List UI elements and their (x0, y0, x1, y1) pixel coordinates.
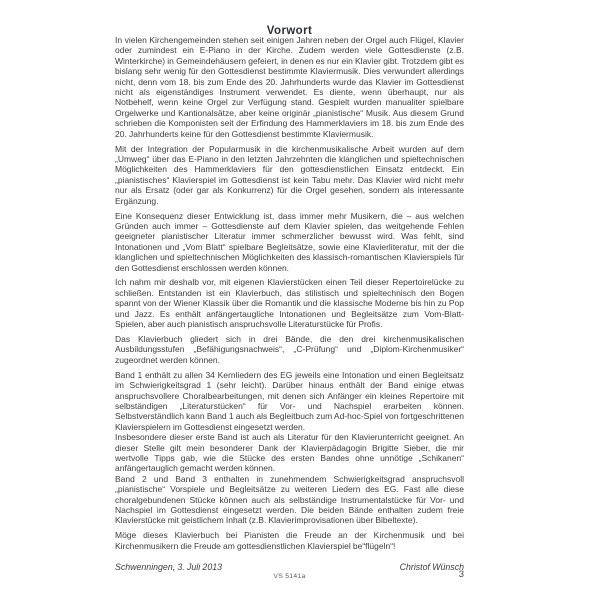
paragraph: Band 1 enthält zu allen 34 Kernliedern des EG jeweils eine Intonation und einen Begleitsatz im Schwierigkeitsgrad 1 (sehr leicht). Darüber hinaus enthält der Band einige etwas anspruchsvollere Choralbearbeitungen, mit denen sich Anfänger ein kleines Repertoire mit selbständigen „Literaturstücken“ für Vor- und Nachspiel erarbeiten können. Selbstverständlich kann Band 1 auch als Begleitbuch zum Ad-hoc-Spiel von fortgeschrittenen Klavierspielern im Gottesdienst eingesetzt werden. (115, 369, 464, 432)
page-title: Vorwort (266, 24, 313, 37)
paragraph: Eine Konsequenz dieser Entwicklung ist, dass immer mehr Musikern, die – aus welchen Gründen auch immer – Gottesdienste auf dem Klavier spielen, das weitgehende Fehlen geeigneter pianistischer Literatur immer schmerzlicher bewusst wird. Was fehlt, sind Intonationen und „Vom Blatt“ spielbare Begleitsätze, sowie eine Klavierliteratur, mit der die klanglichen und spieltechnischen Möglichkeiten des klassisch-romantischen Klavierspiels für den Gottesdienst erschlossen werden können. (115, 210, 464, 273)
paragraph: Das Klavierbuch gliedert sich in drei Bände, die den drei kirchenmusikalischen Ausbildungsstufen „Befähigungsnachweis“, „C-Prüfung“ und „Diplom-Kirchenmusiker“ zugeordnet werden können. (115, 333, 464, 365)
signature-place-date: Schwenningen, 3. Juli 2013 (115, 562, 222, 573)
paragraph: Ich nahm mir deshalb vor, mit eigenen Klavierstücken einen Teil dieser Repertoirelücke zu schließen. Entstanden ist ein Klavierbuch, das stilistisch und spieltechnisch den Bogen spannt von der Wiener Klassik über die Romantik und die klassische Moderne bis hin zu Pop und Jazz. Es enthält anfängertaugliche Intonationen und Begleitsätze zum Vom-Blatt-Spielen, aber auch pianistisch anspruchsvolle Literaturstücke für Profis. (115, 277, 464, 330)
paragraph: Insbesondere dieser erste Band ist auch als Literatur für den Klavierunterricht geeignet. An dieser Stelle gilt mein besonderer Dank der Klavierpädagogin Brigitte Sieber, die mir wertvolle Tipps gab, wie die Stücke des ersten Bandes ohne unnötige „Schikanen“ anfängertauglich gemacht werden können. (115, 432, 464, 474)
paragraph: Mit der Integration der Popularmusik in die kirchenmusikalische Arbeit wurden auf dem „Umweg“ über das E-Piano in den letzten Jahrzehnten die klanglichen und spieltechnischen Möglichkeiten des Hammerklaviers für den gottesdienstlichen Einsatz entdeckt. Ein „pianistisches“ Klavierspiel im Gottesdienst ist kein Tabu mehr. Das Klavier wird nicht mehr nur als Ersatz (oder gar als Konkurrenz) für die Orgel gesehen, sondern als interessante Ergänzung. (115, 143, 464, 206)
foreword-text-block (115, 35, 464, 573)
page-number: 3 (458, 569, 464, 580)
plate-number: VS 5141a (273, 573, 306, 580)
paragraph: In vielen Kirchengemeinden stehen seit einigen Jahren neben der Orgel auch Flügel, Klavier oder zumindest ein E-Piano in der Kirche. Zudem werden viele Gottesdienste (z.B. Winterkirche) in Gemeindehäusern gefeiert, in denen es nur ein Klavier gibt. Trotzdem gibt es bislang sehr wenig für den Gottesdienst bestimmte Klaviermusik. Dies verwundert allerdings nicht, denn vom 18. bis zum Ende des 20. Jahrhunderts wurde das Klavier im Gottesdienst nicht als eigenständiges Instrument verwendet. Es diente, wenn überhaupt, nur als Notbehelf, wenn keine Orgel zur Verfügung stand. Gespielt wurden manualiter spielbare Orgelwerke und Kantionalsätze, aber keine originär „pianistische“ Musik. Aus diesem Grund schrieben die Komponisten seit der Erfindung des Hammerklaviers im 18. bis zum Ende des 20. Jahrhunderts keine für den Gottesdienst bestimmte Klaviermusik. (115, 35, 464, 139)
page-footer (115, 571, 464, 585)
signature-author: Christof Wünsch (399, 562, 464, 573)
paragraph: Möge dieses Klavierbuch bei Pianisten die Freude an der Kirchenmusik und bei Kirchenmusikern die Freude am gottesdienstlichen Klavierspiel be“flügeln“! (115, 530, 464, 551)
paragraph: Band 2 und Band 3 enthalten in zunehmendem Schwierigkeitsgrad anspruchsvoll „pianistische“ Vorspiele und Begleitsätze zu weiteren Liedern des EG. Fast alle diese choralgebundenen Stücke können auch als selbständige Instrumentalstücke für Vor- und Nachspiel im Gottesdienst eingesetzt werden. Die beiden Bände enthalten zudem freie Klavierstücke mit geistlichem Inhalt (z.B. Klavierimprovisationen über Bibeltexte). (115, 473, 464, 526)
